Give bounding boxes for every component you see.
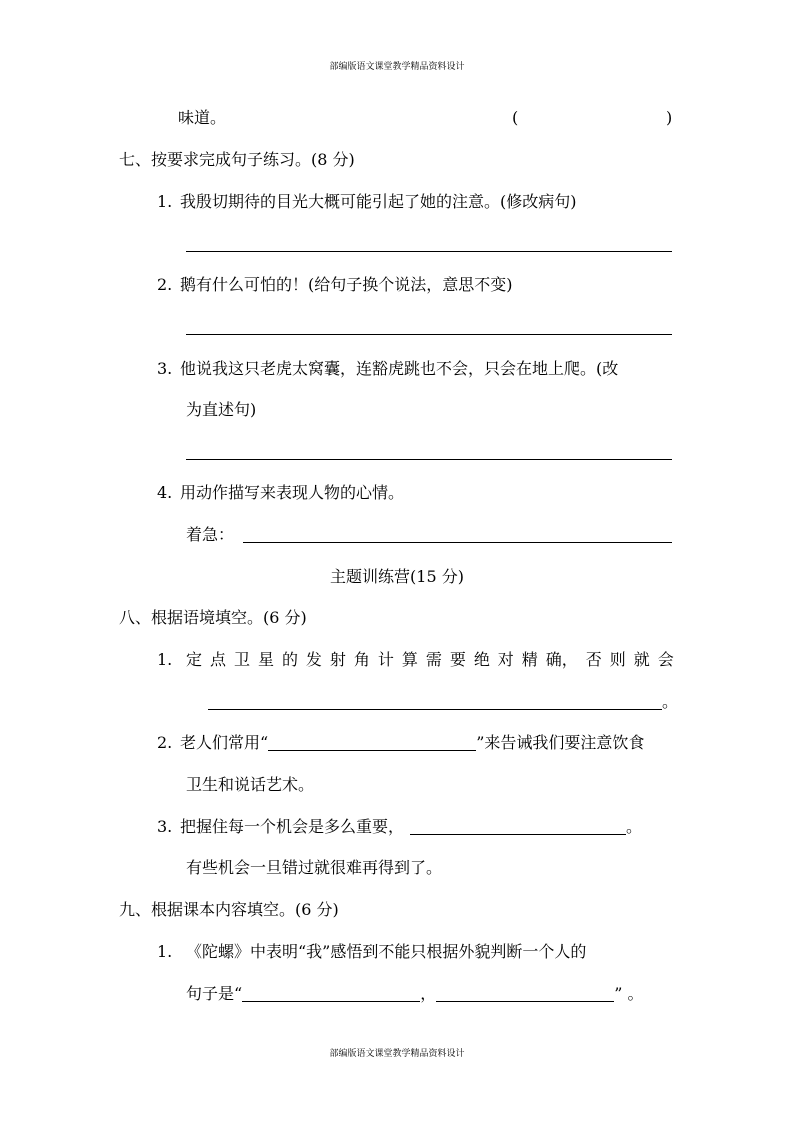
q8-2-number: 2.	[157, 733, 173, 752]
q8-1-char: 绝	[473, 650, 490, 669]
q8-3-answer-blank[interactable]	[410, 818, 626, 835]
q8-3-post: 。	[626, 817, 643, 836]
q8-1-char: 就	[633, 650, 650, 669]
q8-2-answer-blank[interactable]	[268, 734, 476, 751]
q8-1-answer-line[interactable]	[208, 709, 662, 710]
q7-1-text: 我殷切期待的目光大概可能引起了她的注意。(修改病句)	[180, 192, 577, 211]
section-9-title: 九、根据课本内容填空。(6 分)	[119, 900, 339, 919]
q7-4-text: 用动作描写来表现人物的心情。	[180, 483, 405, 502]
q7-4-number: 4.	[157, 483, 173, 502]
q8-3-text-line1	[180, 817, 642, 837]
answer-paren-close: )	[666, 108, 673, 127]
q8-1-char: 射	[329, 650, 346, 669]
section-subtitle: 主题训练营(15 分)	[330, 567, 464, 586]
q7-3-number: 3.	[157, 359, 173, 378]
q8-3-pre: 把握住每一个机会是多么重要，	[180, 817, 405, 836]
q8-1-char: 发	[305, 650, 322, 669]
q8-1-char: 否	[585, 650, 602, 669]
q7-2-text: 鹅有什么可怕的！(给句子换个说法，意思不变)	[180, 275, 513, 294]
q8-3-number: 3.	[157, 817, 173, 836]
q8-1-char: 卫	[233, 650, 250, 669]
q9-1-answer-blank-2[interactable]	[436, 985, 614, 1002]
q7-1-answer-line[interactable]	[186, 251, 672, 252]
q7-3-text-line2: 为直述句)	[186, 400, 257, 419]
q8-2-pre: 老人们常用“	[180, 733, 269, 752]
q7-4-prompt: 着急：	[186, 525, 235, 544]
q8-1-char: 对	[497, 650, 514, 669]
q8-1-char: 则	[609, 650, 626, 669]
q8-1-end-punct: 。	[662, 692, 679, 711]
q8-1-char: 精	[521, 650, 538, 669]
q8-1-number: 1.	[157, 650, 173, 669]
q7-2-answer-line[interactable]	[186, 334, 672, 335]
q9-1-text-line1: 《陀螺》中表明“我”感悟到不能只根据外貌判断一个人的	[186, 942, 587, 961]
q8-1-char: 定	[186, 650, 203, 669]
q8-1-char: 的	[281, 650, 298, 669]
q8-1-char: 星	[257, 650, 274, 669]
q8-1-char: 确，	[545, 650, 578, 669]
q8-1-char: 算	[401, 650, 418, 669]
q8-2-post: ”来告诫我们要注意饮食	[476, 733, 645, 752]
q9-1-pre: 句子是“	[186, 984, 243, 1003]
q7-2-number: 2.	[157, 275, 173, 294]
q8-1-char: 要	[449, 650, 466, 669]
q7-3-answer-line[interactable]	[186, 459, 672, 460]
page-footer: 部编版语文课堂教学精品资料设计	[329, 1049, 465, 1059]
q9-1-answer-blank-1[interactable]	[242, 985, 420, 1002]
q8-2-text-line1	[180, 733, 644, 753]
section-8-title: 八、根据语境填空。(6 分)	[119, 608, 307, 627]
answer-paren-open: (	[512, 108, 519, 127]
q8-1-char: 角	[353, 650, 370, 669]
q9-1-post: ” 。	[614, 984, 644, 1003]
page-header: 部编版语文课堂教学精品资料设计	[329, 62, 465, 72]
q8-2-text-line2: 卫生和说话艺术。	[186, 775, 315, 794]
q7-4-answer-line[interactable]	[243, 542, 672, 543]
q8-1-char: 需	[425, 650, 442, 669]
q9-1-mid: ，	[420, 984, 437, 1003]
section-7-title: 七、按要求完成句子练习。(8 分)	[119, 150, 355, 169]
q8-1-char: 点	[209, 650, 226, 669]
q8-1-char: 会	[657, 650, 674, 669]
q8-1-text	[186, 650, 674, 670]
q8-3-text-line2: 有些机会一旦错过就很难再得到了。	[186, 858, 443, 877]
q9-1-text-line2	[186, 984, 643, 1004]
q8-1-char: 计	[377, 650, 394, 669]
q7-3-text-line1: 他说我这只老虎太窝囊，连豁虎跳也不会，只会在地上爬。(改	[180, 359, 619, 378]
carryover-text: 味道。	[178, 108, 227, 127]
q9-1-number: 1.	[157, 942, 173, 961]
q7-1-number: 1.	[157, 192, 173, 211]
